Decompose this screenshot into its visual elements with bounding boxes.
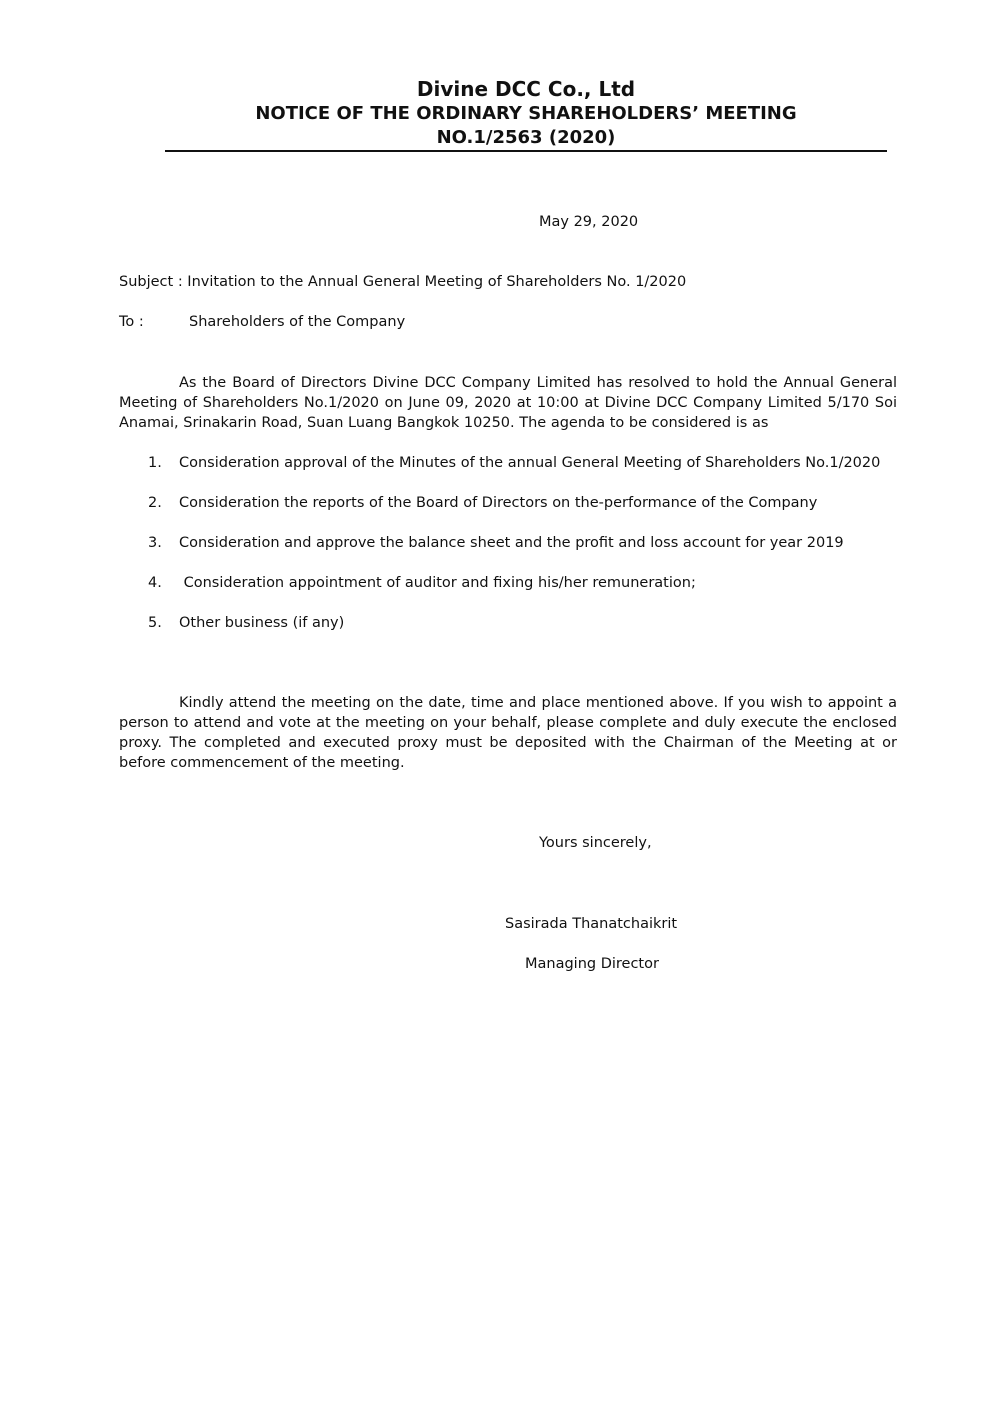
subject-line: Subject : Invitation to the Annual General Meeting of Shareholders No. 1/2020	[119, 274, 687, 290]
agenda-item	[148, 573, 696, 593]
agenda-item	[148, 493, 817, 513]
agenda-number: 2.	[148, 495, 162, 511]
agenda-item	[148, 453, 880, 473]
agenda-text: Consideration the reports of the Board of Directors on the-performance of the Company	[179, 495, 818, 511]
closing-paragraph: Kindly attend the meeting on the date, time and place mentioned above. If you wish to appoint a person to attend and vote at the meeting on your behalf, please complete and duly execute the enclosed proxy. The completed and executed proxy must be deposited with the Chairman of the Meeting at or before commencement of the meeting.	[119, 695, 897, 771]
agenda-text: Other business (if any)	[179, 615, 345, 631]
signatory-position: Managing Director	[525, 956, 659, 972]
intro-paragraph: As the Board of Directors Divine DCC Company Limited has resolved to hold the Annual General Meeting of Shareholders No.1/2020 on June 09, 2020 at 10:00 at Divine DCC Company Limited 5/170 Soi Anamai, Srinakarin Road, Suan Luang Bangkok 10250. The agenda to be considered is as	[119, 375, 897, 431]
signoff: Yours sincerely,	[539, 835, 652, 851]
agenda-text: Consideration and approve the balance sheet and the profit and loss account for year 2019	[179, 535, 844, 551]
letter-date: May 29, 2020	[539, 214, 639, 230]
agenda-item	[148, 613, 344, 633]
recipient-label: To :	[119, 314, 144, 330]
agenda-number: 5.	[148, 615, 162, 631]
notice-title: NOTICE OF THE ORDINARY SHAREHOLDERS’ MEETING	[255, 103, 797, 124]
meeting-number: NO.1/2563 (2020)	[436, 127, 616, 148]
agenda-number: 3.	[148, 535, 162, 551]
agenda-text: Consideration appointment of auditor and fixing his/her remuneration;	[179, 575, 696, 591]
agenda-item	[148, 533, 844, 553]
signatory-name: Sasirada Thanatchaikrit	[505, 916, 678, 932]
document-header	[165, 76, 887, 150]
company-name: Divine DCC Co., Ltd	[416, 77, 636, 101]
agenda-text: Consideration approval of the Minutes of the annual General Meeting of Shareholders No.1/2020	[179, 455, 881, 471]
agenda-number: 1.	[148, 455, 162, 471]
header-divider	[165, 150, 887, 152]
agenda-number: 4.	[148, 575, 162, 591]
recipient-value: Shareholders of the Company	[189, 314, 406, 330]
